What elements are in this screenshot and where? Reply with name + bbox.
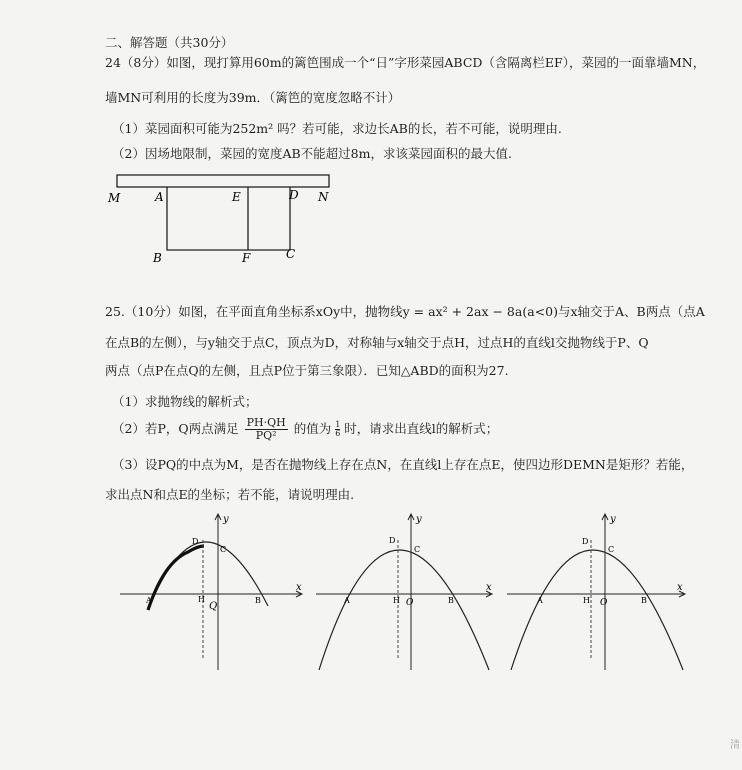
label-c: C bbox=[286, 247, 296, 261]
fence-outline bbox=[167, 187, 290, 250]
ratio-denominator: PQ² bbox=[255, 429, 277, 442]
label-b: B bbox=[641, 596, 647, 605]
parabola bbox=[511, 550, 683, 670]
label-e: E bbox=[232, 190, 241, 204]
value-numerator: 1 bbox=[335, 420, 341, 429]
q24-stem-line2: 墙MN可利用的长度为39m．（篱笆的宽度忽略不计） bbox=[105, 90, 401, 105]
label-h: H bbox=[583, 596, 590, 605]
label-a: A bbox=[344, 596, 350, 605]
label-x: x bbox=[486, 582, 492, 593]
label-y: y bbox=[223, 514, 229, 525]
q25-part2-suffix: 时，请求出直线l的解析式； bbox=[344, 421, 499, 436]
q25-line1: 25.（10分）如图，在平面直角坐标系xOy中，抛物线y = ax² + 2ax − 8a(a<0)与x轴交于A、B两点（点A bbox=[105, 304, 705, 319]
q25-line3: 两点（点P在点Q的左侧，且点P位于第三象限）．已知△ABD的面积为27. bbox=[105, 363, 509, 378]
label-c: C bbox=[220, 545, 227, 554]
label-d: D bbox=[192, 537, 199, 546]
q25-graph-3 bbox=[505, 510, 689, 672]
label-c: C bbox=[608, 545, 615, 554]
label-d: D bbox=[389, 536, 396, 545]
section-title: 二、解答题（共30分） bbox=[105, 35, 234, 50]
q25-part3-line2: 求出点N和点E的坐标；若不能，请说明理由. bbox=[105, 487, 355, 502]
label-n: N bbox=[318, 190, 329, 204]
label-d: D bbox=[289, 188, 299, 202]
value-denominator: 6 bbox=[335, 429, 341, 438]
label-a: A bbox=[155, 190, 164, 204]
label-d: D bbox=[582, 537, 589, 546]
q24-garden-figure bbox=[100, 168, 340, 268]
label-h: H bbox=[393, 596, 400, 605]
q25-part2 bbox=[112, 417, 498, 442]
label-y: y bbox=[416, 514, 422, 525]
q25-part2-prefix: （2）若P，Q两点满足 bbox=[112, 421, 239, 436]
label-f: F bbox=[242, 251, 251, 265]
q25-graph-2 bbox=[314, 510, 498, 672]
q25-part1: （1）求抛物线的解析式； bbox=[112, 394, 258, 409]
q25-line2: 在点B的左侧），与y轴交于点C，顶点为D，对称轴与x轴交于点H，过点H的直线l交抛物线于P、Q bbox=[105, 335, 649, 350]
q24-part1: （1）菜园面积可能为252m² 吗？若可能，求边长AB的长，若不可能，说明理由. bbox=[112, 121, 562, 136]
label-b: B bbox=[448, 596, 454, 605]
label-y: y bbox=[610, 514, 616, 525]
wall-mn bbox=[117, 175, 329, 187]
label-x: x bbox=[677, 582, 683, 593]
ratio-numerator: PH·QH bbox=[246, 416, 286, 429]
label-c: C bbox=[414, 545, 421, 554]
label-o: O bbox=[600, 598, 608, 608]
label-m: M bbox=[108, 191, 121, 205]
q24-part2: （2）因场地限制，菜园的宽度AB不能超过8m，求该菜园面积的最大值. bbox=[112, 146, 512, 161]
parabola-thick bbox=[148, 546, 204, 610]
q25-part2-mid: 的值为 bbox=[293, 421, 332, 436]
q25-graph-1 bbox=[118, 510, 308, 672]
label-h: H bbox=[198, 595, 205, 604]
parabola bbox=[319, 550, 489, 670]
label-o: O bbox=[406, 598, 414, 608]
label-b: B bbox=[153, 251, 162, 265]
q25-part3-line1: （3）设PQ的中点为M，是否在抛物线上存在点N，在直线l上存在点E，使四边形DEMN是矩形？若能， bbox=[112, 457, 694, 472]
value-fraction bbox=[335, 421, 340, 438]
label-b: B bbox=[255, 596, 261, 605]
label-x: x bbox=[296, 582, 302, 593]
ratio-fraction bbox=[245, 417, 288, 442]
q24-stem-line1: 24（8分）如图，现打算用60m的篱笆围成一个“日”字形菜园ABCD（含隔离栏EF），菜园的一面靠墙MN， bbox=[105, 55, 706, 70]
parabola bbox=[148, 542, 268, 610]
label-a: A bbox=[537, 596, 543, 605]
label-a: A bbox=[146, 596, 152, 605]
label-q: Q bbox=[209, 601, 218, 612]
page-edge-text: 清 bbox=[730, 740, 740, 751]
